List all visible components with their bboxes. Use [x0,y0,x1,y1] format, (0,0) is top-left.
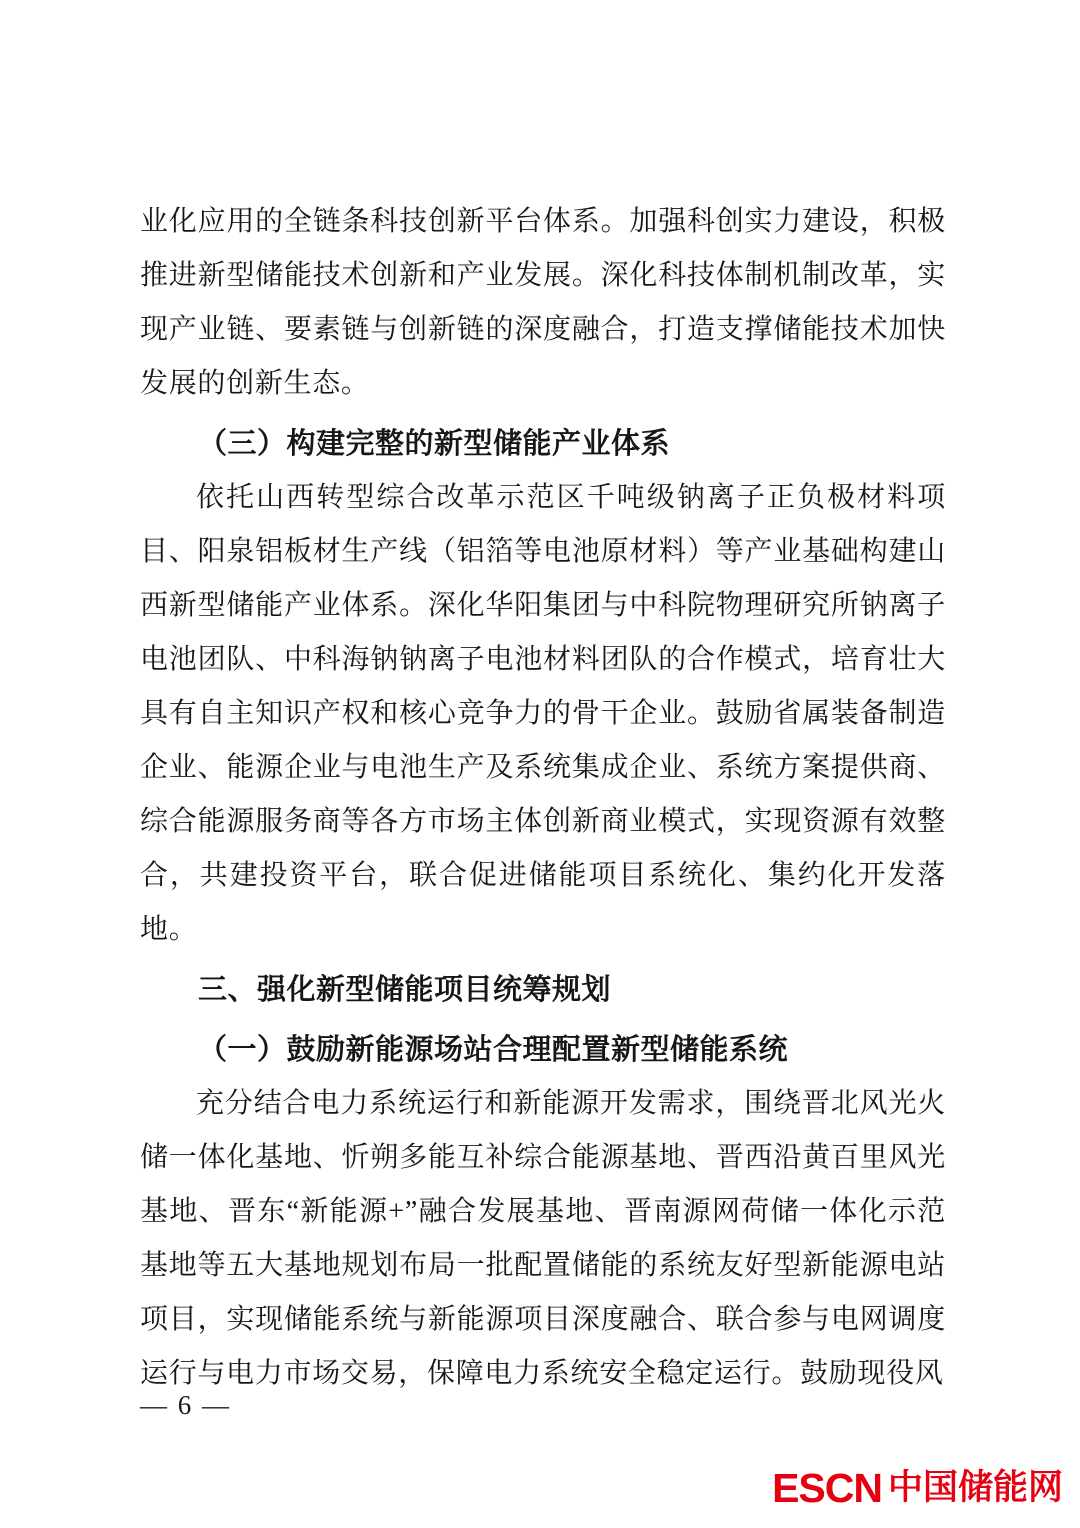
document-body [140,195,946,1401]
heading-section-one: （一）鼓励新能源场站合理配置新型储能系统 [198,1034,789,1066]
escn-logo-cn-text: 中国储能网 [887,1468,1063,1507]
paragraph-continuation: 业化应用的全链条科技创新平台体系。加强科创实力建设，积极推进新型储能技术创新和产业发展。深化科技体制机制改革，实现产业链、要素链与创新链的深度融合，打造支撑储能技术加快发展的创新生态。 [140,206,946,399]
paragraph-section-one: 充分结合电力系统运行和新能源开发需求，围绕晋北风光火储一体化基地、忻朔多能互补综合能源基地、晋西沿黄百里风光基地、晋东“新能源+”融合发展基地、晋南源网荷储一体化示范基地等五大基地规划布局一批配置储能的系统友好型新能源电站项目，实现储能系统与新能源项目深度融合、联合参与电网调度运行与电力市场交易，保障电力系统安全稳定运行。鼓励现役风 [140,1088,946,1389]
paragraph-section-three: 依托山西转型综合改革示范区千吨级钠离子正负极材料项目、阳泉铝板材生产线（铝箔等电池原材料）等产业基础构建山西新型储能产业体系。深化华阳集团与中科院物理研究所钠离子电池团队、中科海钠钠离子电池材料团队的合作模式，培育壮大具有自主知识产权和核心竞争力的骨干企业。鼓励省属装备制造企业、能源企业与电池生产及系统集成企业、系统方案提供商、综合能源服务商等各方市场主体创新商业模式，实现资源有效整合，共建投资平台，联合促进储能项目系统化、集约化开发落地。 [140,482,946,945]
heading-chapter-three: 三、强化新型储能项目统筹规划 [198,974,612,1006]
escn-logo [772,1465,1063,1511]
escn-logo-en-text: ESCN [772,1465,882,1511]
page-number: — 6 — [140,1390,231,1420]
heading-section-three: （三）构建完整的新型储能产业体系 [198,428,671,460]
